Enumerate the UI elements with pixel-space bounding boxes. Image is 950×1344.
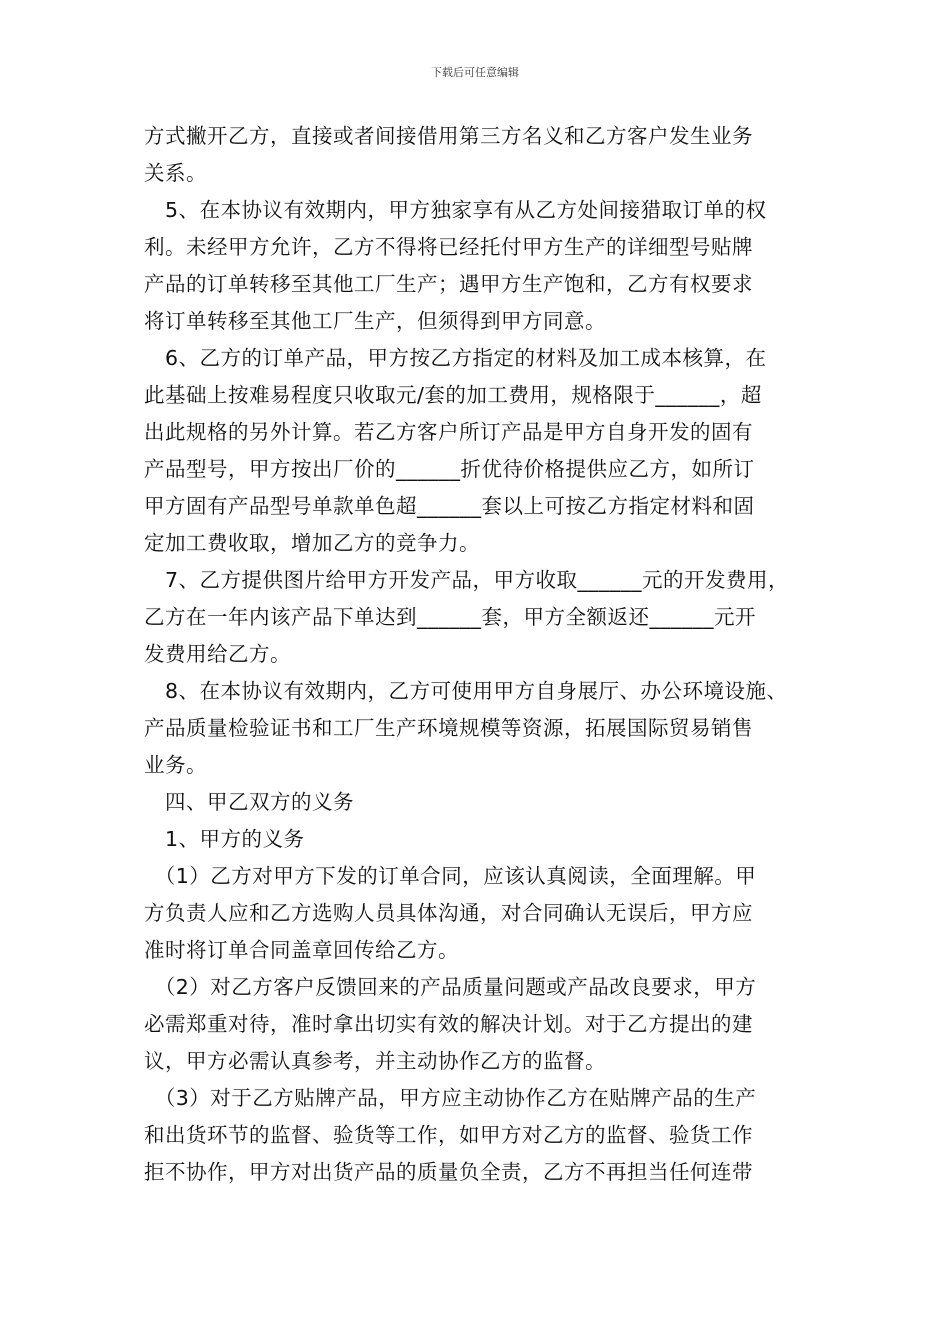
text-line: 此基础上按难易程度只收取元/套的加工费用，规格限于______，超 xyxy=(144,383,762,407)
text-line: 乙方在一年内该产品下单达到______套，甲方全额返还______元开 xyxy=(144,605,756,629)
text-line: 关系。 xyxy=(144,161,207,185)
text-line: 方负责人应和乙方选购人员具体沟通，对合同确认无误后，甲方应 xyxy=(144,901,753,925)
text-line: 5、在本协议有效期内，甲方独家享有从乙方处间接猎取订单的权 xyxy=(144,198,767,222)
text-line: 定加工费收取，增加乙方的竞争力。 xyxy=(144,531,480,555)
text-line: 1、甲方的义务 xyxy=(144,827,305,851)
paragraph-lines xyxy=(144,118,808,1191)
text-line: 7、乙方提供图片给甲方开发产品，甲方收取______元的开发费用， xyxy=(144,568,790,592)
text-line: 产品型号，甲方按出厂价的______折优待价格提供应乙方，如所订 xyxy=(144,457,755,481)
text-line: （1）乙方对甲方下发的订单合同，应该认真阅读，全面理解。甲 xyxy=(144,864,757,888)
text-line: 业务。 xyxy=(144,753,207,777)
text-line: （3）对于乙方贴牌产品，甲方应主动协作乙方在贴牌产品的生产 xyxy=(144,1086,757,1110)
document-body xyxy=(144,118,808,1191)
text-line: （2）对乙方客户反馈回来的产品质量问题或产品改良要求，甲方 xyxy=(144,975,757,999)
text-line: 必需郑重对待，准时拿出切实有效的解决计划。对于乙方提出的建 xyxy=(144,1012,753,1036)
page-header: 下载后可任意编辑 xyxy=(431,66,519,79)
text-line: 准时将订单合同盖章回传给乙方。 xyxy=(144,938,459,962)
text-line: 方式撇开乙方，直接或者间接借用第三方名义和乙方客户发生业务 xyxy=(144,124,753,148)
text-line: 产品的订单转移至其他工厂生产；遇甲方生产饱和，乙方有权要求 xyxy=(144,272,753,296)
text-line: 将订单转移至其他工厂生产，但须得到甲方同意。 xyxy=(144,309,606,333)
text-line: 6、乙方的订单产品，甲方按乙方指定的材料及加工成本核算，在 xyxy=(144,346,767,370)
text-line: 利。未经甲方允许，乙方不得将已经托付甲方生产的详细型号贴牌 xyxy=(144,235,753,259)
text-line: 四、甲乙双方的义务 xyxy=(144,790,354,814)
text-line: 拒不协作，甲方对出货产品的质量负全责，乙方不再担当任何连带 xyxy=(144,1160,753,1184)
text-line: 议，甲方必需认真参考，并主动协作乙方的监督。 xyxy=(144,1049,606,1073)
text-line: 出此规格的另外计算。若乙方客户所订产品是甲方自身开发的固有 xyxy=(144,420,753,444)
text-line: 发费用给乙方。 xyxy=(144,642,291,666)
text-line: 甲方固有产品型号单款单色超______套以上可按乙方指定材料和固 xyxy=(144,494,755,518)
text-line: 和出货环节的监督、验货等工作，如甲方对乙方的监督、验货工作 xyxy=(144,1123,753,1147)
text-line: 产品质量检验证书和工厂生产环境规模等资源，拓展国际贸易销售 xyxy=(144,716,753,740)
text-line: 8、在本协议有效期内，乙方可使用甲方自身展厅、办公环境设施、 xyxy=(144,679,788,703)
